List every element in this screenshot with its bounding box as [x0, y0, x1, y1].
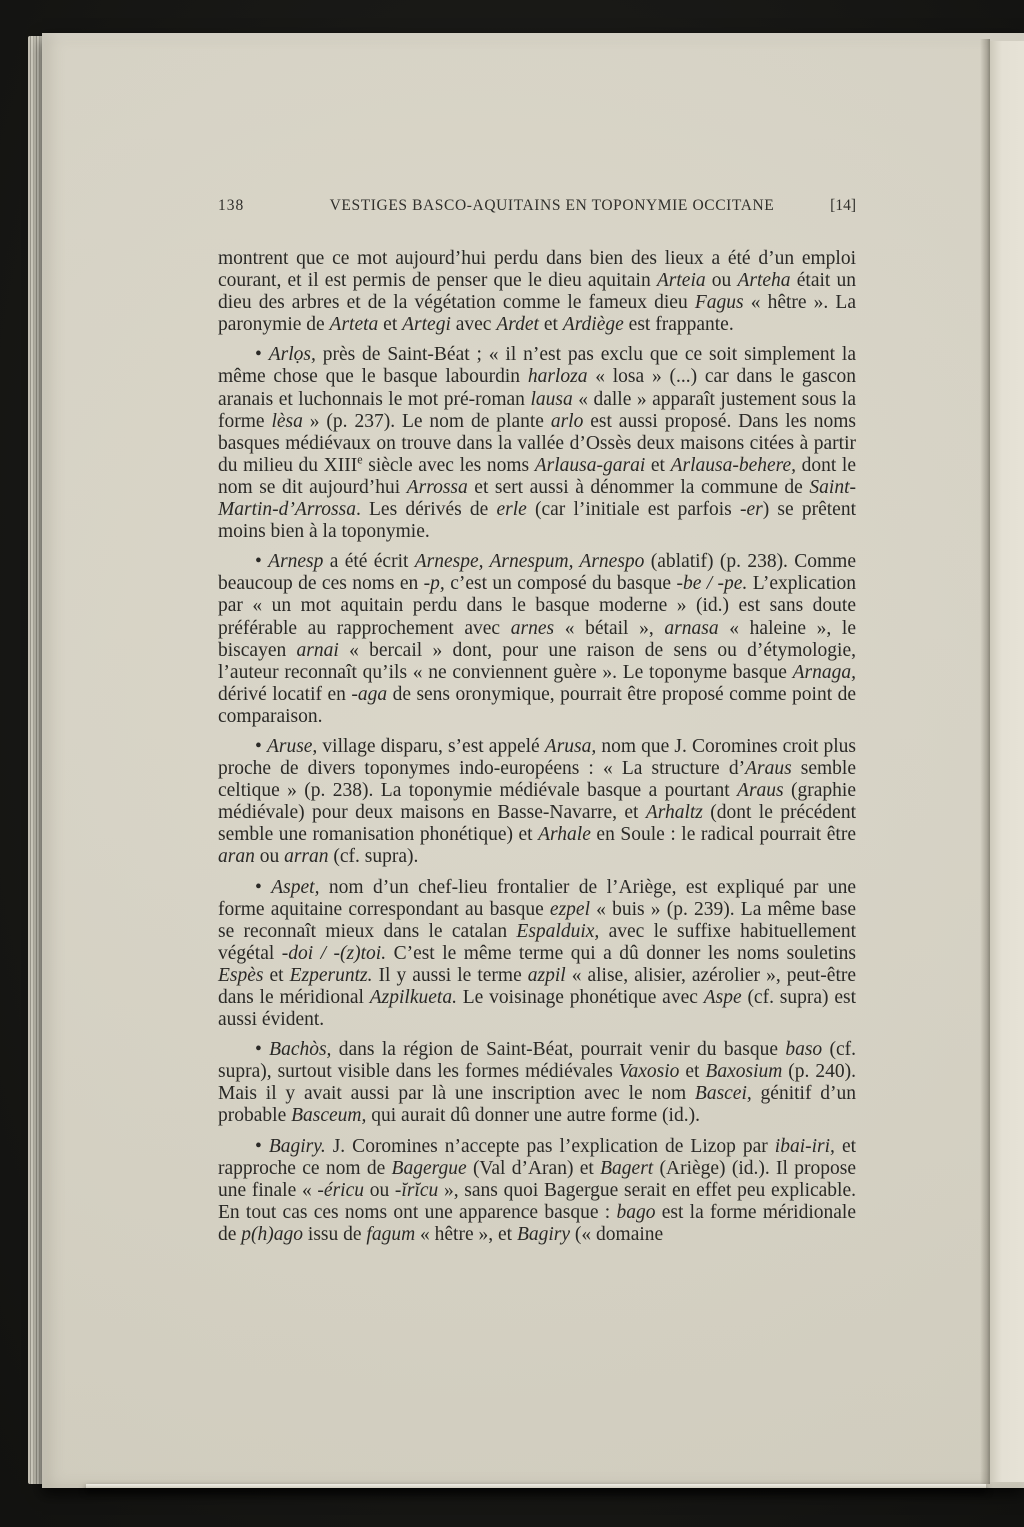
adjacent-page-edge [989, 41, 1024, 1482]
body-text-run: L’explication par « un mot aquitain perdu dans le basque moderne » (id.) est sans doute préférable au rapprochement avec [218, 573, 856, 639]
toponym-italic: baso [785, 1039, 823, 1061]
body-text-run: montrent que ce mot aujourd’hui perdu dans bien des lieux a été d’un emploi courant, et il est permis de penser que le dieu aquitain [218, 248, 856, 292]
body-text-run: Il y aussi le terme [372, 964, 528, 986]
book-page [42, 33, 1024, 1488]
body-text-run: ou [705, 270, 738, 292]
page-edge-stack [28, 36, 43, 1484]
toponym-italic: -be / -pe. [676, 573, 748, 595]
toponym-italic: arran [284, 846, 329, 868]
toponym-italic: Ezperuntz. [289, 964, 373, 986]
toponym-italic: Espalduix, [516, 920, 600, 942]
body-text-run: avec [450, 314, 497, 336]
body-text-run: et [645, 454, 671, 476]
toponym-italic: -éricu [317, 1179, 364, 1201]
issue-reference: [14] [830, 197, 856, 214]
body-text-run: et sert aussi à dénommer la commune de [467, 476, 810, 498]
body-text-run: « bétail », [554, 617, 665, 639]
body-text-run: (car l’initiale est parfois [526, 499, 740, 521]
toponym-italic: lausa [530, 388, 573, 410]
toponym-italic: Arhaltz [645, 802, 703, 824]
body-text-run: • [255, 735, 267, 757]
toponym-italic: Arlọs, [268, 344, 316, 366]
body-text-run: (cf. supra), surtout visible dans les formes médiévales [218, 1039, 856, 1083]
toponym-italic: arnes [510, 617, 555, 639]
body-text-run: (« domaine [570, 1223, 664, 1245]
toponym-italic: Arusa, [544, 735, 597, 757]
body-text-run: • [255, 1135, 269, 1157]
toponym-italic: Bagergue [391, 1157, 467, 1179]
toponym-italic: -p, [423, 573, 445, 595]
body-text-run: de sens oronymique, pourrait être proposé comme point de comparaison. [218, 683, 856, 727]
toponym-italic: erle [496, 499, 527, 521]
toponym-italic: Ardiège [562, 314, 624, 336]
toponym-italic: ezpel [549, 898, 590, 920]
toponym-italic: Arteta [329, 314, 379, 336]
body-text-run: près de Saint-Béat ; « il n’est pas exclu que ce soit simplement la même chose que le basque labourdin [218, 344, 856, 388]
body-text-run: dérivé locatif en [218, 683, 352, 705]
body-text-run: qui aurait dû donner une autre forme (id.). [366, 1105, 700, 1127]
body-text-run: (dont le précédent semble une romanisation phonétique) et [218, 802, 856, 846]
paragraph [218, 1136, 856, 1246]
paragraph [218, 736, 856, 869]
page-body [218, 248, 856, 1246]
body-text-run: « dalle » apparaît justement sous la forme [218, 388, 857, 432]
body-text-run: « buis » (p. 239). La même base se reconnaît mieux dans le catalan [218, 898, 856, 942]
body-text-run: (Ariège) (id.). Il propose une finale « [218, 1157, 856, 1201]
paragraph [218, 248, 856, 336]
body-text-run: (cf. supra) est aussi évident. [218, 987, 856, 1031]
body-text-run: et [263, 964, 290, 986]
body-text-run: et [538, 314, 563, 336]
body-text-run: semble celtique » (p. 238). La toponymie médiévale basque a pourtant [218, 758, 856, 802]
body-text-run: • [255, 876, 272, 898]
body-text-run: est frappante. [623, 314, 734, 336]
body-text-run: avec le suffixe habituellement végétal [218, 920, 856, 964]
body-text-run: », sans quoi Bagergue serait en effet peu explicable. En tout cas ces noms ont une apparence basque : [218, 1179, 856, 1223]
body-text-run: « hêtre ». La paronymie de [218, 292, 856, 336]
body-text-run: (p. 240). Mais il y avait aussi par là une inscription avec le nom [218, 1061, 856, 1105]
body-text-run: « haleine », le biscayen [218, 617, 856, 661]
body-text-run: « alise, alisier, azérolier », peut-être dans le méridional [218, 964, 857, 1008]
body-text-run: génitif d’un probable [218, 1083, 856, 1127]
body-text-run: ou [254, 846, 285, 868]
toponym-italic: Arteia [656, 270, 706, 292]
toponym-italic: Azpilkueta. [369, 987, 457, 1008]
toponym-italic: Aruse, [266, 735, 318, 757]
body-text-run: nom d’un chef-lieu frontalier de l’Ariège, est expliqué par une forme aquitaine correspondant au basque [218, 876, 856, 920]
toponym-italic: Arhale [538, 824, 591, 846]
toponym-italic: ibai-iri, [774, 1135, 835, 1157]
toponym-italic: Fagus [694, 292, 744, 314]
body-text-run: • [255, 344, 269, 366]
paragraph [218, 877, 856, 1032]
body-text-run: • [255, 1039, 270, 1061]
toponym-italic: Aspet, [271, 876, 320, 898]
toponym-italic: Baxosium [705, 1061, 783, 1083]
body-text-run: dont le nom se dit aujourd’hui [218, 454, 857, 498]
toponym-italic: Araus [737, 780, 784, 802]
body-text-run: (ablatif) (p. 238). Comme beaucoup de ces noms en [218, 551, 857, 595]
body-text-run: • [255, 551, 269, 573]
body-text-run: issu de [303, 1223, 367, 1245]
toponym-italic: Bachòs, [269, 1039, 332, 1061]
paragraph [218, 551, 856, 728]
body-text-run: et [679, 1061, 706, 1083]
body-text-run: dans la région de Saint-Béat, pourrait venir du basque [331, 1039, 786, 1061]
toponym-italic: Araus [745, 758, 792, 780]
toponym-italic: Arteha [737, 270, 791, 292]
toponym-italic: Bascei, [694, 1083, 752, 1105]
page-bottom-edge-highlight [86, 1484, 986, 1488]
toponym-italic: Basceum, [291, 1105, 367, 1127]
body-text-run: siècle avec les noms [362, 454, 535, 476]
toponym-italic: -aga [351, 683, 388, 705]
toponym-italic: Bagiry [516, 1223, 571, 1245]
body-text-run: ou [363, 1179, 395, 1201]
body-text-run: Le voisinage phonétique avec [456, 987, 704, 1008]
toponym-italic: Saint-Martin-d’Arrossa [218, 476, 856, 521]
toponym-italic: Arlausa-behere, [670, 454, 797, 476]
toponym-italic: fagum [366, 1223, 416, 1245]
body-text-run: est aussi proposé. Dans les noms basques médiévaux on trouve dans la vallée d’Ossès deux maisons citées à partir du milieu du XIII [218, 410, 857, 476]
toponym-italic: Arnesp [268, 551, 324, 573]
body-text-run: « bercail » dont, pour une raison de sens ou d’étymologie, l’auteur reconnaît qu’ils « ne conviennent guère ». Le toponyme basque [218, 639, 856, 683]
toponym-italic: arnai [296, 639, 339, 661]
page-number: 138 [218, 197, 245, 214]
toponym-italic: Ardet [496, 314, 539, 336]
toponym-italic: Arlausa-garai [534, 454, 646, 476]
running-title: VESTIGES BASCO-AQUITAINS EN TOPONYMIE OCCITANE [329, 197, 775, 214]
body-text-run: (cf. supra). [328, 846, 419, 868]
toponym-italic: arlo [550, 410, 584, 432]
toponym-italic: bago [616, 1201, 656, 1223]
paragraph [218, 1039, 856, 1127]
toponym-italic: Arnaga, [792, 661, 856, 683]
body-text-run: était un dieu des arbres et de la végétation comme le fameux dieu [218, 270, 856, 314]
toponym-italic: -er [739, 499, 763, 521]
body-text-run: . Les dérivés de [355, 499, 497, 521]
toponym-italic: Arnespe, Arnespum, Arnespo [414, 551, 645, 573]
body-text-run: « hêtre », et [415, 1223, 517, 1245]
body-text-run: « losa » (...) car dans le gascon aranais et luchonnais le mot pré-roman [218, 366, 856, 410]
body-text-run: J. Coromines n’accepte pas l’explication de Lizop par [325, 1135, 775, 1157]
toponym-italic: Arrossa [406, 476, 468, 498]
body-text-run: » (p. 237). Le nom de plante [302, 410, 551, 432]
toponym-italic: Bagert [600, 1157, 654, 1179]
body-text-run: a été écrit [323, 551, 415, 573]
toponym-italic: azpil [527, 964, 566, 986]
toponym-italic: aran [218, 846, 255, 868]
toponym-italic: -ĭrĭcu [394, 1179, 439, 1201]
body-text-run: et [378, 314, 403, 336]
text-column [218, 197, 856, 1246]
toponym-italic: Vaxosio [618, 1061, 680, 1083]
body-text-run: est la forme méridionale de [218, 1201, 856, 1245]
body-text-run: (graphie médiévale) pour deux maisons en Basse-Navarre, et [218, 780, 857, 824]
toponym-italic: harloza [527, 366, 588, 388]
paragraph [218, 344, 856, 543]
body-text-run: nom que J. Coromines croit plus proche de divers toponymes indo-européens : « La structure d’ [218, 735, 856, 780]
toponym-italic: lèsa [271, 410, 303, 432]
body-text-run: (Val d’Aran) et [466, 1157, 601, 1179]
toponym-italic: Bagiry. [268, 1135, 326, 1157]
toponym-italic: arnasa [664, 617, 719, 639]
body-text-run: village disparu, s’est appelé [317, 735, 545, 757]
body-text-run: c’est un composé du basque [444, 573, 677, 595]
body-text-run: et rapproche ce nom de [218, 1135, 857, 1179]
toponym-italic: p(h)ago [241, 1223, 304, 1245]
running-header [218, 197, 856, 215]
body-text-run: C’est le même terme qui a dû donner les noms souletins [386, 942, 857, 964]
body-text-run: e [357, 452, 363, 467]
toponym-italic: -doi / -(z)toi. [281, 942, 387, 964]
body-text-run: en Soule : le radical pourrait être [590, 824, 856, 846]
toponym-italic: Aspe [703, 987, 742, 1008]
body-text-run: ) se prêtent moins bien à la toponymie. [218, 499, 856, 543]
toponym-italic: Artegi [402, 314, 451, 336]
toponym-italic: Espès [218, 964, 264, 986]
